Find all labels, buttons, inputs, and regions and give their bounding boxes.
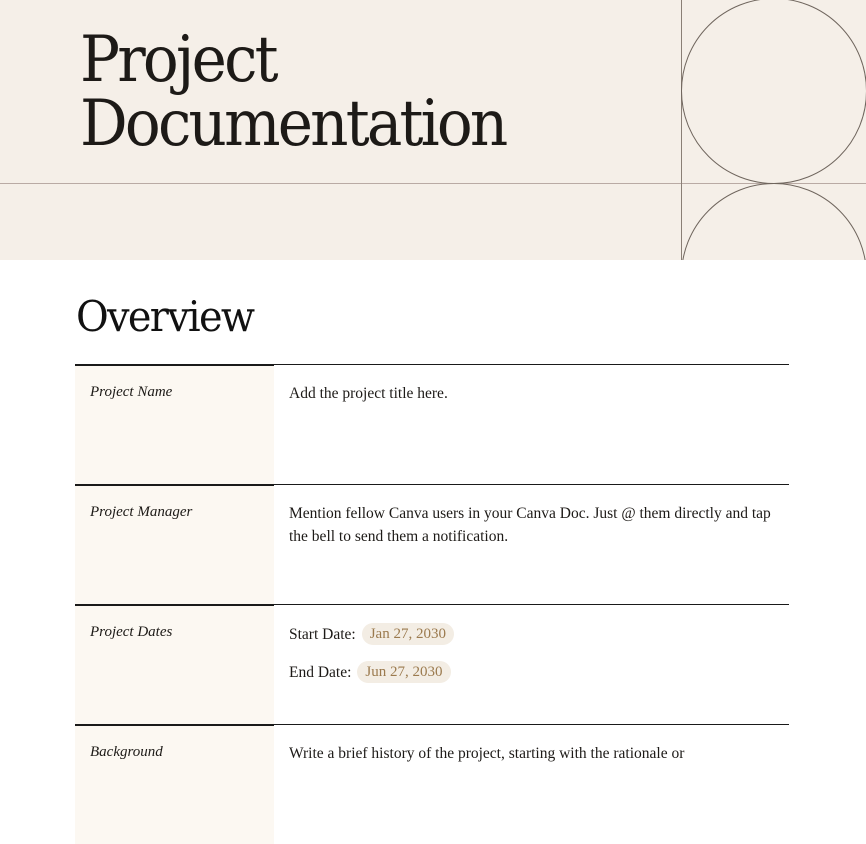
- project-manager-text[interactable]: Mention fellow Canva users in your Canva Doc. Just @ them directly and tap the bell to send them a notification.: [289, 502, 775, 548]
- start-date-label: Start Date:: [289, 623, 356, 646]
- row-label: Project Dates: [75, 604, 274, 724]
- end-date-chip[interactable]: Jun 27, 2030: [357, 661, 450, 683]
- project-name-text[interactable]: Add the project title here.: [289, 382, 775, 405]
- table-row-background: [75, 724, 789, 844]
- end-date-line: [289, 660, 775, 684]
- overview-table: [75, 364, 789, 844]
- row-label: Project Manager: [75, 484, 274, 604]
- start-date-line: [289, 622, 775, 646]
- decorative-circle-bottom: [682, 184, 866, 261]
- start-date-chip[interactable]: Jan 27, 2030: [362, 623, 454, 645]
- header-banner: [0, 0, 866, 260]
- page-title-line-1: Project: [80, 28, 505, 92]
- row-label: Background: [75, 724, 274, 844]
- background-text[interactable]: Write a brief history of the project, starting with the rationale or: [289, 742, 775, 765]
- table-row-project-dates: [75, 604, 789, 724]
- table-row-project-name: [75, 364, 789, 484]
- page-title: [80, 28, 505, 156]
- row-value-cell[interactable]: [274, 364, 789, 484]
- end-date-label: End Date:: [289, 661, 351, 684]
- overview-heading: Overview: [76, 290, 253, 344]
- row-value-cell[interactable]: [274, 604, 789, 724]
- row-value-cell[interactable]: [274, 724, 789, 844]
- decorative-circle-top: [682, 0, 866, 184]
- row-value-cell[interactable]: [274, 484, 789, 604]
- page-title-line-2: Documentation: [80, 92, 505, 156]
- row-label: Project Name: [75, 364, 274, 484]
- table-row-project-manager: [75, 484, 789, 604]
